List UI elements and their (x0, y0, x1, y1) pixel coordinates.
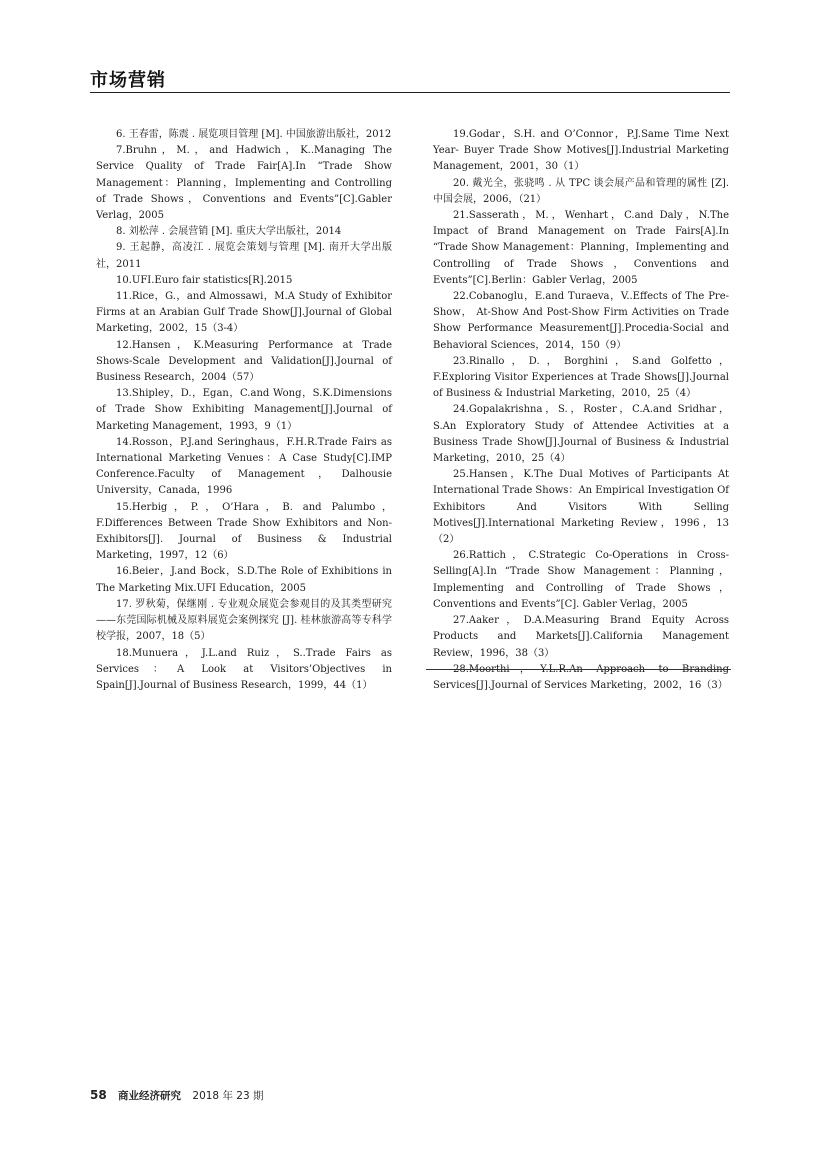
reference-item: 14.Rosson，P.J.and Seringhaus，F.H.R.Trade Fairs as International Marketing Venues：A Case Study[C].IMP Conference.Faculty of Management，Dalhousie University，Canada，1996 (96, 436, 392, 497)
reference-item: 27.Aaker，D.A.Measuring Brand Equity Across Products and Markets[J].California Management Review，1996，38（3） (433, 615, 729, 659)
reference-item: 26.Rattich，C.Strategic Co-Operations in Cross-Selling[A].In “Trade Show Management：Planning，Implementing and Controlling of Trade Shows，Conventions and Events”[C]. Gabler Verlag，2005 (433, 550, 729, 610)
reference-item: 16.Beier，J.and Bock，S.D.The Role of Exhibitions in The Marketing Mix.UFI Education，2005 (96, 566, 392, 594)
reference-item: 21.Sasserath，M.，Wenhart，C.and Daly，N.The Impact of Brand Management on Trade Fairs[A].In “Trade Show Management：Planning，Implementing and Controlling of Trade Shows，Conventions and Events”[C].Berlin：Gabler Verlag，2005 (433, 210, 729, 286)
reference-item: 15.Herbig，P.，O’Hara，B. and Palumbo，F.Differences Between Trade Show Exhibitors and Non-Exhibitors[J]. Journal of Business & Industrial Marketing，1997，12（6） (96, 501, 392, 562)
reference-item: 28.Moorthi，Y.L.R.An Approach to Branding Services[J].Journal of Services Marketing，2002，16（3） (433, 663, 729, 691)
references-right-column (433, 127, 729, 694)
reference-item: 23.Rinallo，D.，Borghini，S.and Golfetto，F.Exploring Visitor Experiences at Trade Shows[J].Journal of Business & Industrial Marketing，2010，25（4） (433, 355, 729, 400)
reference-item: 17. 罗秋菊，保继刚 . 专业观众展览会参观目的及其类型研究——东莞国际机械及原料展览会案例探究 [J]. 桂林旅游高等专科学校学报，2007，18（5） (96, 598, 392, 643)
reference-item: 25.Hansen，K.The Dual Motives of Participants At International Trade Shows：An Empirical Investigation Of Exhibitors And Visitors With Selling Motives[J].International Marketing Review，1996，13（2） (433, 469, 730, 546)
reference-item: 12.Hansen，K.Measuring Performance at Trade Shows-Scale Development and Validation[J].Journal of Business Research，2004（57） (96, 339, 392, 384)
reference-item: 9. 王起静，高凌江 . 展览会策划与管理 [M]. 南开大学出版社，2011 (96, 242, 392, 270)
reference-item: 11.Rice，G.，and Almossawi，M.A Study of Exhibitor Firms at an Arabian Gulf Trade Show[J].Journal of Global Marketing，2002，15（3-4） (96, 291, 392, 335)
reference-item: 8. 刘松萍 . 会展营销 [M]. 重庆大学出版社，2014 (116, 226, 342, 238)
references-left-column (96, 127, 392, 694)
reference-item: 24.Gopalakrishna，S.，Roster，C.A.and Sridhar，S.An Exploratory Study of Attendee Activities at a Business Trade Show[J].Journal of Business & Industrial Marketing，2010，25（4） (433, 404, 729, 465)
reference-item: 7.Bruhn，M.，and Hadwich，K..Managing The Service Quality of Trade Fair[A].In “Trade Show Management：Planning，Implementing and Controlling of Trade Shows，Conventions and Events”[C].Gabler Verlag，2005 (96, 145, 392, 222)
reference-item: 6. 王春雷，陈震 . 展览项目管理 [M]. 中国旅游出版社，2012 (116, 129, 392, 140)
reference-item: 19.Godar，S.H. and O’Connor，P.J.Same Time Next Year- Buyer Trade Show Motives[J].Industrial Marketing Management，2001，30（1） (433, 129, 729, 173)
page-footer (90, 1088, 264, 1103)
column-end-divider (426, 669, 731, 670)
reference-item: 10.UFI.Euro fair statistics[R].2015 (116, 274, 293, 286)
header-divider (90, 92, 730, 93)
journal-name: 商业经济研究 (118, 1090, 182, 1102)
reference-item: 20. 戴光全，张骁鸣 . 从 TPC 谈会展产品和管理的属性 [Z]. 中国会展，2006，（21） (433, 177, 729, 205)
reference-item: 22.Cobanoglu，E.and Turaeva，V..Effects of The Pre-Show， At-Show And Post-Show Firm Activities on Trade Show Performance Measurement[J].Procedia-Social and Behavioral Sciences，2014，150（9） (433, 291, 729, 351)
section-title: 市场营销 (90, 70, 166, 91)
reference-item: 18.Munuera，J.L.and Ruiz，S..Trade Fairs as Services：A Look at Visitors’Objectives in Spain[J].Journal of Business Research，1999，44（1） (96, 647, 392, 691)
issue-label: 2018 年 23 期 (192, 1090, 264, 1102)
page-number: 58 (90, 1088, 107, 1102)
reference-item: 13.Shipley，D.，Egan，C.and Wong，S.K.Dimensions of Trade Show Exhibiting Management[J].Journal of Marketing Management，1993，9（1） (96, 388, 392, 432)
